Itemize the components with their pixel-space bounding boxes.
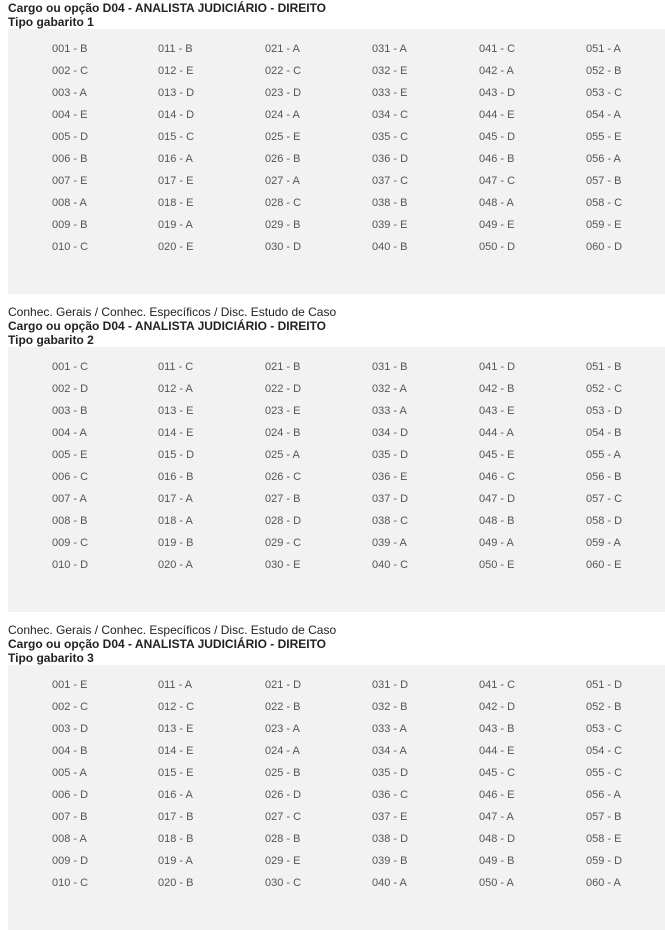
answer-item: 016 - A: [158, 789, 193, 801]
answer-item: 012 - A: [158, 383, 193, 395]
answer-item: 046 - C: [479, 471, 516, 483]
answer-item: 026 - B: [265, 153, 301, 165]
answer-item: 025 - A: [265, 449, 300, 461]
answer-item: 057 - B: [586, 811, 622, 823]
answer-item: 049 - E: [479, 219, 515, 231]
answer-item: 014 - E: [158, 745, 194, 757]
answer-item: 043 - D: [479, 87, 516, 99]
answer-item: 015 - C: [158, 131, 195, 143]
answer-item: 033 - E: [372, 87, 408, 99]
answer-item: 045 - C: [479, 767, 516, 779]
answer-item: 047 - C: [479, 175, 516, 187]
answer-item: 023 - E: [265, 405, 301, 417]
answer-item: 007 - E: [52, 175, 88, 187]
section-header-line: Conhec. Gerais / Conhec. Específicos / Disc. Estudo de Caso: [8, 623, 337, 637]
answer-item: 038 - C: [372, 515, 409, 527]
answer-item: 004 - A: [52, 427, 87, 439]
gabarito-section-2: [0, 304, 665, 612]
answer-item: 021 - A: [265, 43, 300, 55]
answer-item: 034 - D: [372, 427, 409, 439]
answer-item: 030 - D: [265, 241, 302, 253]
answer-item: 020 - B: [158, 877, 194, 889]
answer-item: 011 - A: [158, 679, 193, 691]
answer-item: 013 - E: [158, 723, 194, 735]
answer-item: 047 - D: [479, 493, 516, 505]
answer-item: 021 - D: [265, 679, 302, 691]
answer-item: 030 - E: [265, 559, 301, 571]
answer-item: 007 - B: [52, 811, 88, 823]
answer-item: 020 - E: [158, 241, 194, 253]
answer-item: 028 - C: [265, 197, 302, 209]
answer-item: 035 - D: [372, 767, 409, 779]
answer-item: 002 - C: [52, 701, 89, 713]
answer-item: 037 - D: [372, 493, 409, 505]
answer-item: 019 - A: [158, 219, 193, 231]
answer-item: 012 - E: [158, 65, 194, 77]
answer-key-type-label: Tipo gabarito 2: [8, 333, 94, 347]
answer-item: 005 - A: [52, 767, 87, 779]
answer-item: 001 - C: [52, 361, 89, 373]
answer-item: 044 - E: [479, 745, 515, 757]
answer-item: 023 - A: [265, 723, 300, 735]
answer-item: 049 - A: [479, 537, 514, 549]
answer-item: 053 - D: [586, 405, 623, 417]
answer-item: 050 - A: [479, 877, 514, 889]
answer-item: 023 - D: [265, 87, 302, 99]
answer-item: 046 - B: [479, 153, 515, 165]
section-header-line: Cargo ou opção D04 - ANALISTA JUDICIÁRIO - DIREITO: [8, 1, 327, 15]
answer-item: 038 - D: [372, 833, 409, 845]
answer-item: 010 - C: [52, 877, 89, 889]
answer-item: 014 - D: [158, 109, 195, 121]
answer-item: 054 - A: [586, 109, 621, 121]
answer-item: 006 - C: [52, 471, 89, 483]
answer-item: 060 - E: [586, 559, 622, 571]
answer-item: 007 - A: [52, 493, 87, 505]
answer-item: 001 - E: [52, 679, 88, 691]
answer-item: 051 - B: [586, 361, 622, 373]
answer-item: 021 - B: [265, 361, 301, 373]
answer-item: 017 - E: [158, 175, 194, 187]
answer-item: 001 - B: [52, 43, 88, 55]
answer-item: 006 - B: [52, 153, 88, 165]
answer-item: 045 - E: [479, 449, 515, 461]
answer-item: 060 - D: [586, 241, 623, 253]
answer-item: 031 - D: [372, 679, 409, 691]
answer-item: 020 - A: [158, 559, 193, 571]
answer-item: 029 - B: [265, 219, 301, 231]
answer-item: 057 - B: [586, 175, 622, 187]
answer-item: 006 - D: [52, 789, 89, 801]
answer-item: 059 - A: [586, 537, 621, 549]
answer-item: 022 - D: [265, 383, 302, 395]
answer-item: 055 - A: [586, 449, 621, 461]
answer-item: 056 - A: [586, 153, 621, 165]
answer-item: 018 - B: [158, 833, 194, 845]
answer-item: 026 - C: [265, 471, 302, 483]
answer-item: 041 - C: [479, 679, 516, 691]
answer-item: 033 - A: [372, 405, 407, 417]
answer-item: 042 - D: [479, 701, 516, 713]
answer-item: 039 - B: [372, 855, 408, 867]
answer-item: 004 - E: [52, 109, 88, 121]
answer-item: 018 - A: [158, 515, 193, 527]
answer-item: 008 - B: [52, 515, 88, 527]
answer-item: 011 - B: [158, 43, 193, 55]
answer-item: 034 - C: [372, 109, 409, 121]
answer-item: 044 - E: [479, 109, 515, 121]
answer-item: 018 - E: [158, 197, 194, 209]
answer-item: 053 - C: [586, 723, 623, 735]
answer-item: 029 - E: [265, 855, 301, 867]
answer-key-type-label: Tipo gabarito 1: [8, 15, 94, 29]
answer-item: 029 - C: [265, 537, 302, 549]
answer-item: 015 - D: [158, 449, 195, 461]
answer-item: 011 - C: [158, 361, 194, 373]
answer-item: 014 - E: [158, 427, 194, 439]
answer-item: 035 - D: [372, 449, 409, 461]
answer-item: 050 - D: [479, 241, 516, 253]
answer-item: 026 - D: [265, 789, 302, 801]
answer-item: 057 - C: [586, 493, 623, 505]
answer-item: 031 - B: [372, 361, 408, 373]
answer-item: 003 - B: [52, 405, 88, 417]
answer-item: 040 - A: [372, 877, 407, 889]
answer-item: 040 - B: [372, 241, 408, 253]
section-header-line: Cargo ou opção D04 - ANALISTA JUDICIÁRIO - DIREITO: [8, 319, 327, 333]
answer-item: 042 - B: [479, 383, 515, 395]
answer-item: 041 - D: [479, 361, 516, 373]
gabarito-section-3: [0, 622, 665, 930]
answer-item: 008 - A: [52, 833, 87, 845]
answer-item: 052 - B: [586, 65, 622, 77]
answer-item: 055 - E: [586, 131, 622, 143]
answer-item: 053 - C: [586, 87, 623, 99]
answer-item: 054 - B: [586, 427, 622, 439]
answer-item: 051 - A: [586, 43, 621, 55]
answer-item: 030 - C: [265, 877, 302, 889]
answer-item: 033 - A: [372, 723, 407, 735]
answer-item: 019 - A: [158, 855, 193, 867]
answer-item: 017 - B: [158, 811, 194, 823]
answer-item: 036 - C: [372, 789, 409, 801]
answer-item: 052 - C: [586, 383, 623, 395]
answer-item: 050 - E: [479, 559, 515, 571]
answer-item: 051 - D: [586, 679, 623, 691]
answer-item: 060 - A: [586, 877, 621, 889]
answer-item: 059 - D: [586, 855, 623, 867]
answer-item: 034 - A: [372, 745, 407, 757]
gabarito-section-1: [0, 0, 665, 294]
answer-item: 010 - D: [52, 559, 89, 571]
answer-item: 008 - A: [52, 197, 87, 209]
answer-item: 004 - B: [52, 745, 88, 757]
answer-item: 058 - C: [586, 197, 623, 209]
answer-item: 025 - B: [265, 767, 301, 779]
answer-grid: [8, 29, 665, 294]
answer-item: 019 - B: [158, 537, 194, 549]
answer-item: 056 - A: [586, 789, 621, 801]
answer-item: 052 - B: [586, 701, 622, 713]
answer-item: 005 - D: [52, 131, 89, 143]
answer-item: 037 - E: [372, 811, 408, 823]
answer-item: 022 - B: [265, 701, 301, 713]
answer-item: 041 - C: [479, 43, 516, 55]
answer-item: 042 - A: [479, 65, 514, 77]
answer-item: 046 - E: [479, 789, 515, 801]
answer-item: 037 - C: [372, 175, 409, 187]
answer-item: 039 - A: [372, 537, 407, 549]
answer-item: 002 - C: [52, 65, 89, 77]
answer-item: 058 - D: [586, 515, 623, 527]
answer-item: 009 - B: [52, 219, 88, 231]
answer-item: 048 - B: [479, 515, 515, 527]
answer-item: 027 - A: [265, 175, 300, 187]
answer-item: 003 - A: [52, 87, 87, 99]
answer-key-type-label: Tipo gabarito 3: [8, 651, 94, 665]
answer-item: 040 - C: [372, 559, 409, 571]
answer-item: 036 - E: [372, 471, 408, 483]
answer-item: 027 - C: [265, 811, 302, 823]
answer-item: 017 - A: [158, 493, 193, 505]
answer-item: 031 - A: [372, 43, 407, 55]
answer-item: 010 - C: [52, 241, 89, 253]
answer-item: 043 - B: [479, 723, 515, 735]
section-header-line: Cargo ou opção D04 - ANALISTA JUDICIÁRIO - DIREITO: [8, 637, 327, 651]
answer-item: 032 - E: [372, 65, 408, 77]
answer-item: 044 - A: [479, 427, 514, 439]
answer-item: 002 - D: [52, 383, 89, 395]
answer-item: 009 - C: [52, 537, 89, 549]
answer-item: 043 - E: [479, 405, 515, 417]
answer-item: 015 - E: [158, 767, 194, 779]
answer-item: 048 - A: [479, 197, 514, 209]
answer-item: 054 - C: [586, 745, 623, 757]
answer-grid: [8, 665, 665, 930]
answer-item: 032 - A: [372, 383, 407, 395]
answer-item: 005 - E: [52, 449, 88, 461]
answer-item: 022 - C: [265, 65, 302, 77]
answer-grid: [8, 347, 665, 612]
answer-item: 035 - C: [372, 131, 409, 143]
section-header-line: Conhec. Gerais / Conhec. Específicos / Disc. Estudo de Caso: [8, 305, 337, 319]
answer-item: 016 - A: [158, 153, 193, 165]
answer-item: 032 - B: [372, 701, 408, 713]
answer-item: 045 - D: [479, 131, 516, 143]
answer-item: 013 - D: [158, 87, 195, 99]
answer-item: 038 - B: [372, 197, 408, 209]
answer-item: 028 - B: [265, 833, 301, 845]
answer-item: 024 - B: [265, 427, 301, 439]
answer-item: 056 - B: [586, 471, 622, 483]
answer-item: 058 - E: [586, 833, 622, 845]
answer-item: 003 - D: [52, 723, 89, 735]
answer-item: 016 - B: [158, 471, 194, 483]
answer-item: 027 - B: [265, 493, 301, 505]
answer-item: 049 - B: [479, 855, 515, 867]
answer-item: 047 - A: [479, 811, 514, 823]
answer-item: 024 - A: [265, 109, 300, 121]
answer-item: 036 - D: [372, 153, 409, 165]
answer-item: 009 - D: [52, 855, 89, 867]
answer-item: 013 - E: [158, 405, 194, 417]
answer-item: 028 - D: [265, 515, 302, 527]
answer-item: 039 - E: [372, 219, 408, 231]
answer-item: 055 - C: [586, 767, 623, 779]
answer-item: 059 - E: [586, 219, 622, 231]
answer-item: 025 - E: [265, 131, 301, 143]
answer-item: 048 - D: [479, 833, 516, 845]
answer-item: 024 - A: [265, 745, 300, 757]
answer-item: 012 - C: [158, 701, 195, 713]
